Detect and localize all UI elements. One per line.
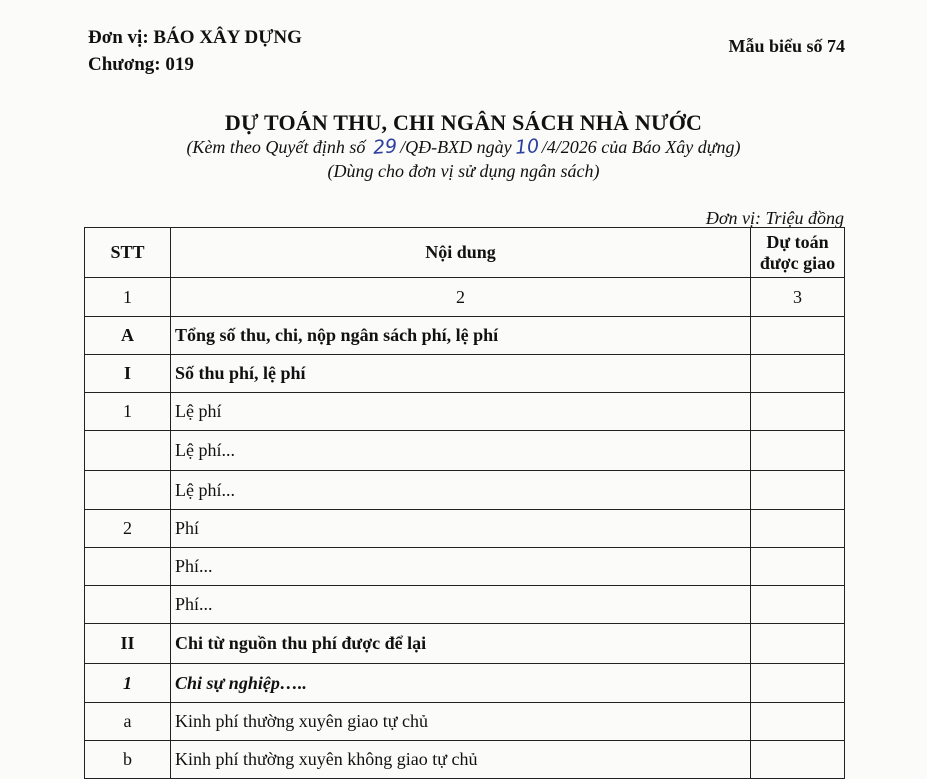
row-content: Chi sự nghiệp….. [171,664,751,703]
row-value [751,703,845,741]
row-stt [85,471,171,510]
row-content: Phí... [171,586,751,624]
column-number: 1 [85,278,171,317]
decision-middle: /QĐ-BXD ngày [400,137,512,157]
document-title: DỰ TOÁN THU, CHI NGÂN SÁCH NHÀ NƯỚC [224,110,703,135]
currency-unit: Đơn vị: Triệu đồng [705,208,844,228]
row-content: Chi từ nguồn thu phí được để lại [171,624,751,664]
header-content: Nội dung [171,228,751,278]
row-content: Phí... [171,548,751,586]
row-value [751,624,845,664]
row-value [751,548,845,586]
row-stt: 1 [85,664,171,703]
row-value [751,355,845,393]
row-value [751,664,845,703]
chapter-code: Chương: 019 [88,54,194,75]
table-row [85,703,845,741]
row-value [751,393,845,431]
column-number-row [85,278,845,317]
table-row [85,393,845,431]
header-stt: STT [85,228,171,278]
table-header-row [85,228,845,278]
row-content: Tổng số thu, chi, nộp ngân sách phí, lệ phí [171,317,751,355]
row-stt: 1 [85,393,171,431]
column-number: 2 [171,278,751,317]
row-content: Lệ phí... [171,431,751,471]
row-value [751,431,845,471]
row-content: Kinh phí thường xuyên giao tự chủ [171,703,751,741]
row-value [751,586,845,624]
table-row [85,586,845,624]
table-row [85,431,845,471]
document-header-left [88,24,302,78]
decision-suffix: /4/2026 của Báo Xây dựng) [541,137,741,157]
table-row [85,624,845,664]
row-stt: b [85,741,171,779]
row-content: Số thu phí, lệ phí [171,355,751,393]
budget-table [84,227,845,779]
handwritten-decision-number: 29 [372,135,398,159]
row-value [751,471,845,510]
table-row [85,664,845,703]
decision-prefix: (Kèm theo Quyết định số [186,137,366,157]
row-content: Kinh phí thường xuyên không giao tự chủ [171,741,751,779]
row-value [751,510,845,548]
row-stt [85,548,171,586]
unit-name: Đơn vị: BÁO XÂY DỰNG [88,27,302,48]
row-stt [85,586,171,624]
row-value [751,317,845,355]
table-row [85,741,845,779]
table-row [85,471,845,510]
row-content: Lệ phí [171,393,751,431]
row-stt: a [85,703,171,741]
row-stt: II [85,624,171,664]
table-row [85,317,845,355]
table-row [85,548,845,586]
usage-note: (Dùng cho đơn vị sử dụng ngân sách) [327,161,600,181]
row-content: Phí [171,510,751,548]
header-estimate: Dự toán được giao [751,228,845,278]
row-stt: A [85,317,171,355]
table-row [85,355,845,393]
row-stt: I [85,355,171,393]
decision-reference [0,136,927,158]
column-number: 3 [751,278,845,317]
table-row [85,510,845,548]
row-stt: 2 [85,510,171,548]
row-stt [85,431,171,471]
handwritten-decision-day: 10 [513,135,540,159]
row-content: Lệ phí... [171,471,751,510]
row-value [751,741,845,779]
form-number: Mẫu biểu số 74 [728,36,845,56]
